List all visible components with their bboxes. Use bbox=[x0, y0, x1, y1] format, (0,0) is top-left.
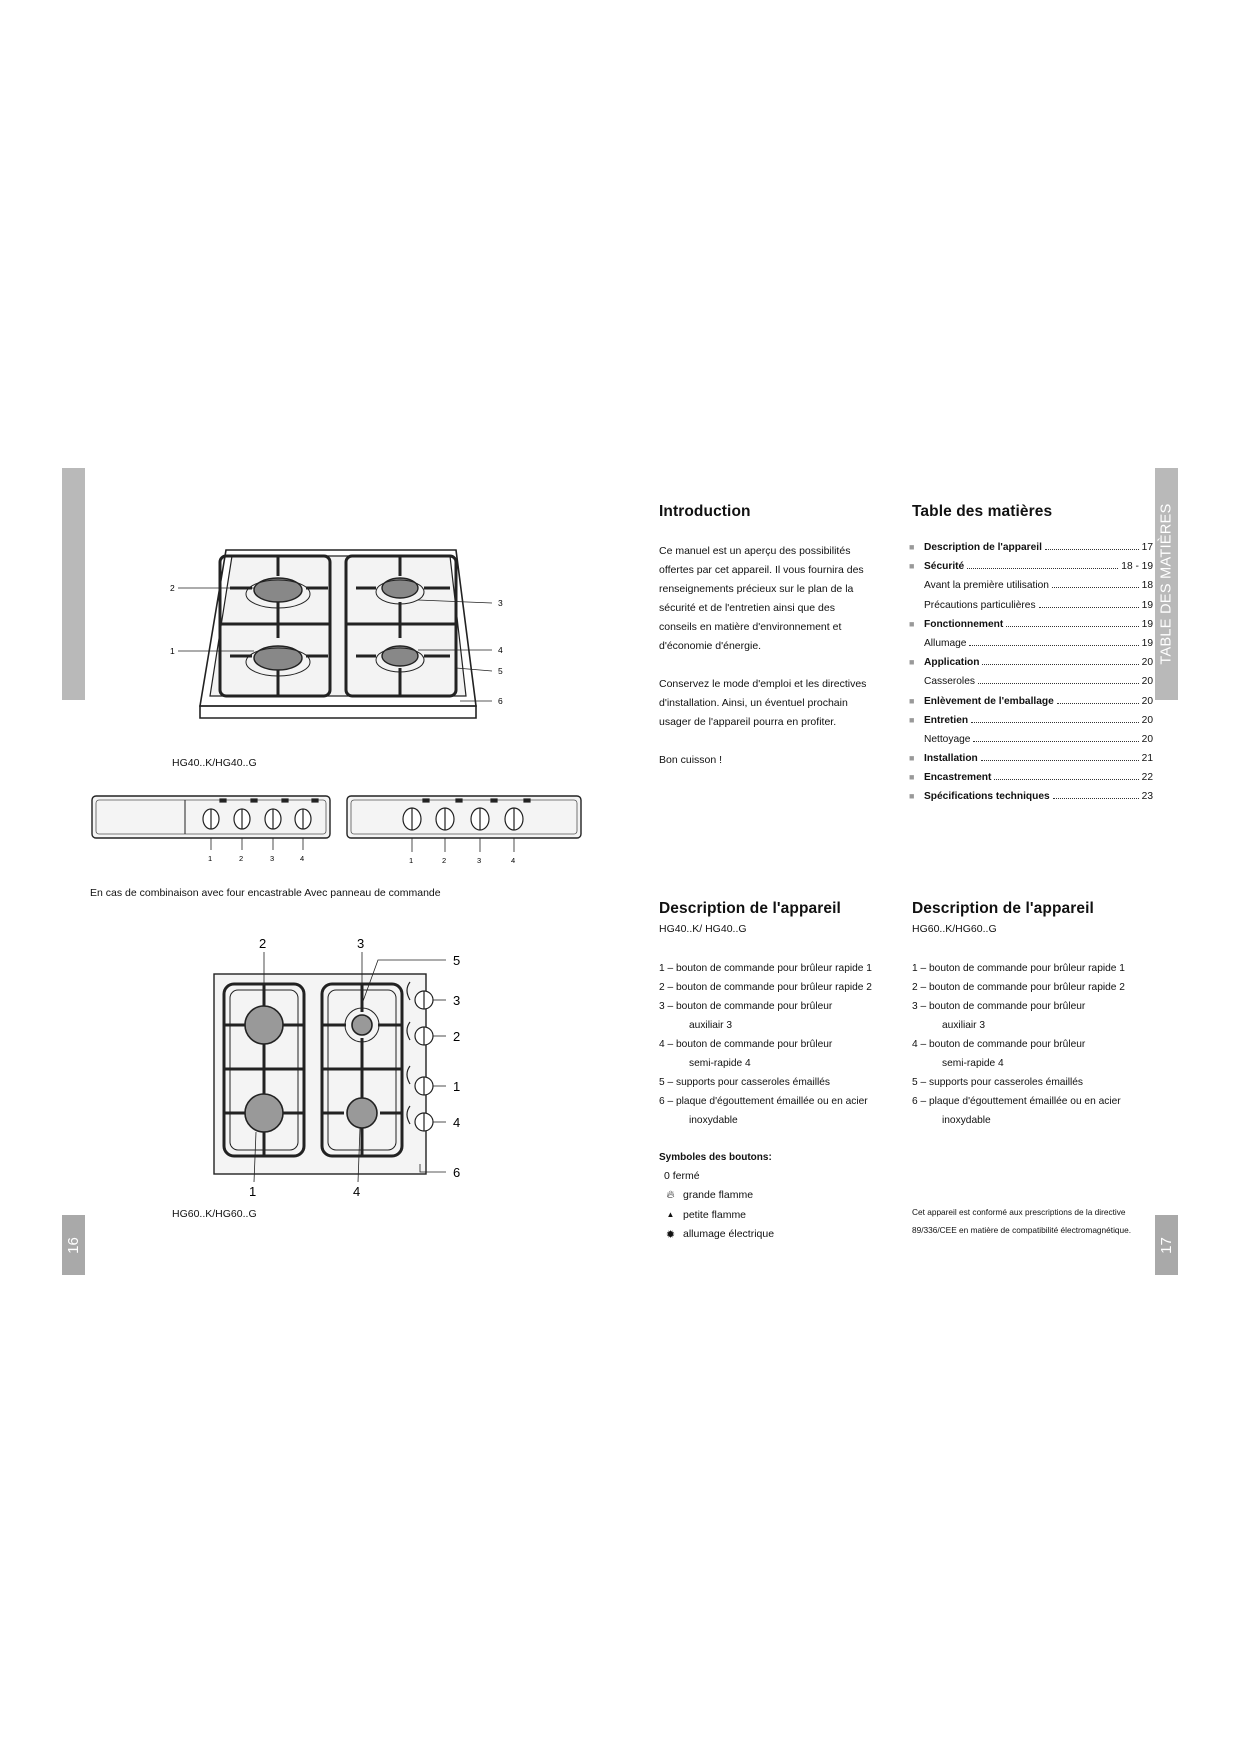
toc-entry[interactable] bbox=[909, 696, 1153, 715]
bullet-icon: ■ bbox=[909, 753, 915, 764]
desc-right-item-1: 1 – bouton de commande pour brûleur rapide 1 bbox=[912, 963, 1125, 974]
toc-entry-label: Enlèvement de l'emballage bbox=[924, 695, 1054, 707]
desc-right-item-6: 6 – plaque d'égouttement émaillée ou en acier bbox=[912, 1096, 1121, 1107]
toc-entry-page: 20 bbox=[1141, 657, 1153, 669]
symbol-item bbox=[658, 1205, 774, 1225]
left-panel-knob-4: 4 bbox=[300, 854, 305, 863]
bullet-icon: ■ bbox=[909, 714, 915, 725]
hg60-callout-2: 2 bbox=[259, 936, 267, 951]
toc-entry[interactable] bbox=[909, 638, 1153, 657]
bullet-icon: ■ bbox=[909, 542, 915, 552]
intro-heading: Introduction bbox=[659, 503, 751, 520]
toc-entry-page: 17 bbox=[1141, 542, 1153, 553]
bullet-icon: ■ bbox=[909, 772, 915, 783]
conformity-note-line-2: 89/336/CEE en matière de compatibilité électromagnétique. bbox=[912, 1225, 1132, 1235]
desc-left-heading: Description de l'appareil bbox=[659, 900, 841, 917]
desc-right-item-4: 4 – bouton de commande pour brûleur bbox=[912, 1039, 1086, 1050]
toc-entry-page: 20 bbox=[1141, 714, 1153, 726]
right-panel-knob-2: 2 bbox=[442, 856, 447, 865]
toc-entry-label: Casseroles bbox=[924, 676, 975, 688]
hg40-callout-4: 4 bbox=[498, 645, 503, 655]
left-side-tab bbox=[62, 468, 85, 700]
toc-entry[interactable] bbox=[909, 676, 1153, 695]
toc-entry-label: Précautions particulières bbox=[924, 599, 1036, 611]
intro-p1-line-3: renseignements précieux sur le plan de la bbox=[659, 583, 854, 595]
toc-entry-page: 20 bbox=[1141, 695, 1153, 707]
bullet-icon: ■ bbox=[909, 695, 915, 706]
left-panel-knob-2: 2 bbox=[239, 854, 244, 863]
toc-entry-page: 20 bbox=[1141, 676, 1153, 688]
intro-paragraph-2 bbox=[659, 675, 866, 732]
toc-entry[interactable] bbox=[909, 791, 1153, 810]
conformity-note bbox=[912, 1203, 1131, 1239]
toc-leader bbox=[969, 645, 1138, 646]
toc-leader bbox=[1006, 626, 1138, 627]
hob-hg60-diagram bbox=[200, 932, 480, 1200]
desc-right-item-3-cont: auxiliair 3 bbox=[942, 1020, 986, 1031]
toc-entry[interactable] bbox=[909, 753, 1153, 772]
hg60-model-caption: HG60..K/HG60..G bbox=[172, 1208, 257, 1220]
symbol-label: grande flamme bbox=[683, 1189, 754, 1202]
hg40-callout-2: 2 bbox=[170, 583, 175, 593]
symbol-item bbox=[658, 1225, 774, 1245]
toc-entry[interactable] bbox=[909, 600, 1153, 619]
toc-entry-page: 18 - 19 bbox=[1121, 561, 1153, 573]
bullet-icon: ■ bbox=[909, 657, 915, 668]
right-side-tab bbox=[1155, 468, 1178, 700]
right-panel-knob-3: 3 bbox=[477, 856, 482, 865]
right-panel-knob-4: 4 bbox=[511, 856, 516, 865]
hg40-model-caption: HG40..K/HG40..G bbox=[172, 757, 257, 769]
spark-icon: ✹ bbox=[665, 1228, 676, 1241]
toc-entry-page: 22 bbox=[1141, 772, 1153, 784]
hg60-callout-2-right: 2 bbox=[453, 1029, 461, 1044]
toc-entry-label: Encastrement bbox=[924, 772, 992, 784]
toc-entry[interactable] bbox=[909, 619, 1153, 638]
hg60-callout-3: 3 bbox=[453, 993, 461, 1008]
toc-leader bbox=[982, 664, 1138, 665]
toc-entry-page: 20 bbox=[1141, 733, 1153, 745]
toc-leader bbox=[1039, 607, 1139, 608]
symbol-item bbox=[658, 1186, 774, 1206]
right-page-number bbox=[1155, 1215, 1178, 1275]
desc-left-item-4: 4 – bouton de commande pour brûleur bbox=[659, 1039, 833, 1050]
desc-right-item-2: 2 – bouton de commande pour brûleur rapide 2 bbox=[912, 982, 1125, 993]
toc-entry-label: Sécurité bbox=[924, 561, 965, 573]
symbol-label: allumage électrique bbox=[683, 1228, 775, 1241]
toc-leader bbox=[1045, 549, 1139, 550]
hg60-callout-6: 6 bbox=[453, 1165, 461, 1180]
large-flame-icon: 🔥︎ bbox=[666, 1188, 675, 1201]
desc-right-item-3: 3 – bouton de commande pour brûleur bbox=[912, 1001, 1086, 1012]
symbols-list bbox=[658, 1166, 774, 1244]
right-page-number-text: 17 bbox=[1158, 1236, 1175, 1254]
intro-closing: Bon cuisson ! bbox=[659, 754, 723, 766]
intro-p1-line-5: conseils en matière d'environnement et bbox=[659, 621, 842, 633]
left-panel-knob-3: 3 bbox=[270, 854, 275, 863]
desc-left-item-5: 5 – supports pour casseroles émaillés bbox=[659, 1077, 831, 1088]
toc-entry[interactable] bbox=[909, 542, 1153, 561]
toc-leader bbox=[981, 760, 1139, 761]
right-panel-knob-1: 1 bbox=[409, 856, 414, 865]
toc-entry[interactable] bbox=[909, 772, 1153, 791]
toc-entry[interactable] bbox=[909, 561, 1153, 580]
hg60-callout-4: 4 bbox=[353, 1184, 361, 1199]
desc-right-item-4-cont: semi-rapide 4 bbox=[942, 1058, 1004, 1069]
hg60-callout-4-right: 4 bbox=[453, 1115, 461, 1130]
desc-left-item-3-cont: auxiliair 3 bbox=[689, 1020, 733, 1031]
intro-p1-line-1: Ce manuel est un aperçu des possibilités bbox=[659, 545, 851, 557]
hg60-callout-1-right: 1 bbox=[453, 1079, 461, 1094]
toc-heading: Table des matières bbox=[912, 503, 1053, 520]
toc-entry-page: 19 bbox=[1141, 599, 1153, 611]
toc-leader bbox=[967, 568, 1118, 569]
right-side-tab-label: TABLE DES MATIÈRES bbox=[1158, 503, 1175, 665]
hg60-callout-1: 1 bbox=[249, 1184, 257, 1199]
panel-caption: En cas de combinaison avec four encastrable Avec panneau de commande bbox=[90, 887, 441, 899]
control-panel-left bbox=[90, 794, 335, 866]
desc-right-item-6-cont: inoxydable bbox=[942, 1115, 991, 1126]
toc-entry[interactable] bbox=[909, 580, 1153, 599]
desc-right-model: HG60..K/HG60..G bbox=[912, 923, 997, 935]
toc-leader bbox=[978, 683, 1139, 684]
symbol-label: 0 fermé bbox=[664, 1169, 700, 1182]
toc-leader bbox=[1052, 587, 1139, 588]
toc-leader bbox=[973, 741, 1138, 742]
small-flame-icon: ▲ bbox=[666, 1210, 675, 1220]
toc-list bbox=[909, 542, 1153, 811]
symbol-item bbox=[658, 1166, 774, 1186]
left-panel-knob-1: 1 bbox=[208, 854, 213, 863]
toc-entry-label: Nettoyage bbox=[924, 733, 971, 745]
symbol-label: petite flamme bbox=[683, 1208, 747, 1221]
left-page-number-text: 16 bbox=[65, 1236, 82, 1254]
hg40-callout-5: 5 bbox=[498, 666, 503, 676]
intro-paragraph-1 bbox=[659, 542, 864, 656]
desc-left-model: HG40..K/ HG40..G bbox=[659, 923, 747, 935]
hob-hg40-diagram bbox=[160, 538, 530, 728]
desc-left-item-3: 3 – bouton de commande pour brûleur bbox=[659, 1001, 833, 1012]
toc-entry[interactable] bbox=[909, 657, 1153, 676]
intro-p1-line-2: offertes par cet appareil. Il vous fournira des bbox=[659, 564, 864, 576]
desc-right-list bbox=[912, 959, 1152, 1130]
toc-entry[interactable] bbox=[909, 715, 1153, 734]
hg60-callout-3-top: 3 bbox=[357, 936, 365, 951]
bullet-icon: ■ bbox=[909, 791, 915, 802]
intro-p2-line-2: d'installation. Ainsi, un éventuel prochain bbox=[659, 697, 848, 709]
bullet-icon: ■ bbox=[909, 561, 915, 572]
toc-entry-page: 18 bbox=[1141, 580, 1153, 592]
toc-entry-label: Fonctionnement bbox=[924, 618, 1004, 630]
toc-entry-label: Spécifications techniques bbox=[924, 791, 1050, 803]
toc-entry-page: 23 bbox=[1141, 791, 1153, 803]
desc-right-item-5: 5 – supports pour casseroles émaillés bbox=[912, 1077, 1084, 1088]
conformity-note-line-1: Cet appareil est conformé aux prescriptions de la directive bbox=[912, 1207, 1126, 1217]
desc-left-item-2: 2 – bouton de commande pour brûleur rapide 2 bbox=[659, 982, 872, 993]
control-panel-right bbox=[345, 794, 585, 866]
intro-p2-line-3: usager de l'appareil pourra en profiter. bbox=[659, 716, 837, 728]
bullet-icon: ■ bbox=[909, 618, 915, 629]
desc-right-heading: Description de l'appareil bbox=[912, 900, 1094, 917]
hg60-callout-5: 5 bbox=[453, 953, 461, 968]
hg40-callout-3: 3 bbox=[498, 598, 503, 608]
toc-entry[interactable] bbox=[909, 734, 1153, 753]
hg40-callout-6: 6 bbox=[498, 696, 503, 706]
desc-left-item-6-cont: inoxydable bbox=[689, 1115, 738, 1126]
left-page-number bbox=[62, 1215, 85, 1275]
toc-leader bbox=[994, 779, 1138, 780]
desc-left-item-6: 6 – plaque d'égouttement émaillée ou en acier bbox=[659, 1096, 868, 1107]
toc-entry-label: Avant la première utilisation bbox=[924, 580, 1049, 592]
intro-p1-line-6: d'économie d'énergie. bbox=[659, 640, 762, 652]
desc-left-list bbox=[659, 959, 899, 1130]
hg40-callout-1: 1 bbox=[170, 646, 175, 656]
desc-left-item-4-cont: semi-rapide 4 bbox=[689, 1058, 751, 1069]
toc-leader bbox=[1053, 798, 1139, 799]
intro-p2-line-1: Conservez le mode d'emploi et les directives bbox=[659, 678, 867, 690]
toc-entry-label: Description de l'appareil bbox=[924, 542, 1042, 553]
toc-entry-label: Allumage bbox=[924, 637, 967, 649]
toc-entry-label: Application bbox=[924, 657, 980, 669]
toc-entry-page: 19 bbox=[1141, 618, 1153, 630]
toc-leader bbox=[971, 722, 1139, 723]
toc-entry-label: Installation bbox=[924, 753, 978, 765]
symbols-heading: Symboles des boutons: bbox=[659, 1152, 772, 1163]
intro-p1-line-4: sécurité et de l'entretien ainsi que des bbox=[659, 602, 835, 614]
toc-entry-page: 19 bbox=[1141, 637, 1153, 649]
toc-entry-label: Entretien bbox=[924, 714, 969, 726]
desc-left-item-1: 1 – bouton de commande pour brûleur rapide 1 bbox=[659, 963, 872, 974]
toc-entry-page: 21 bbox=[1141, 753, 1153, 765]
toc-leader bbox=[1057, 703, 1139, 704]
